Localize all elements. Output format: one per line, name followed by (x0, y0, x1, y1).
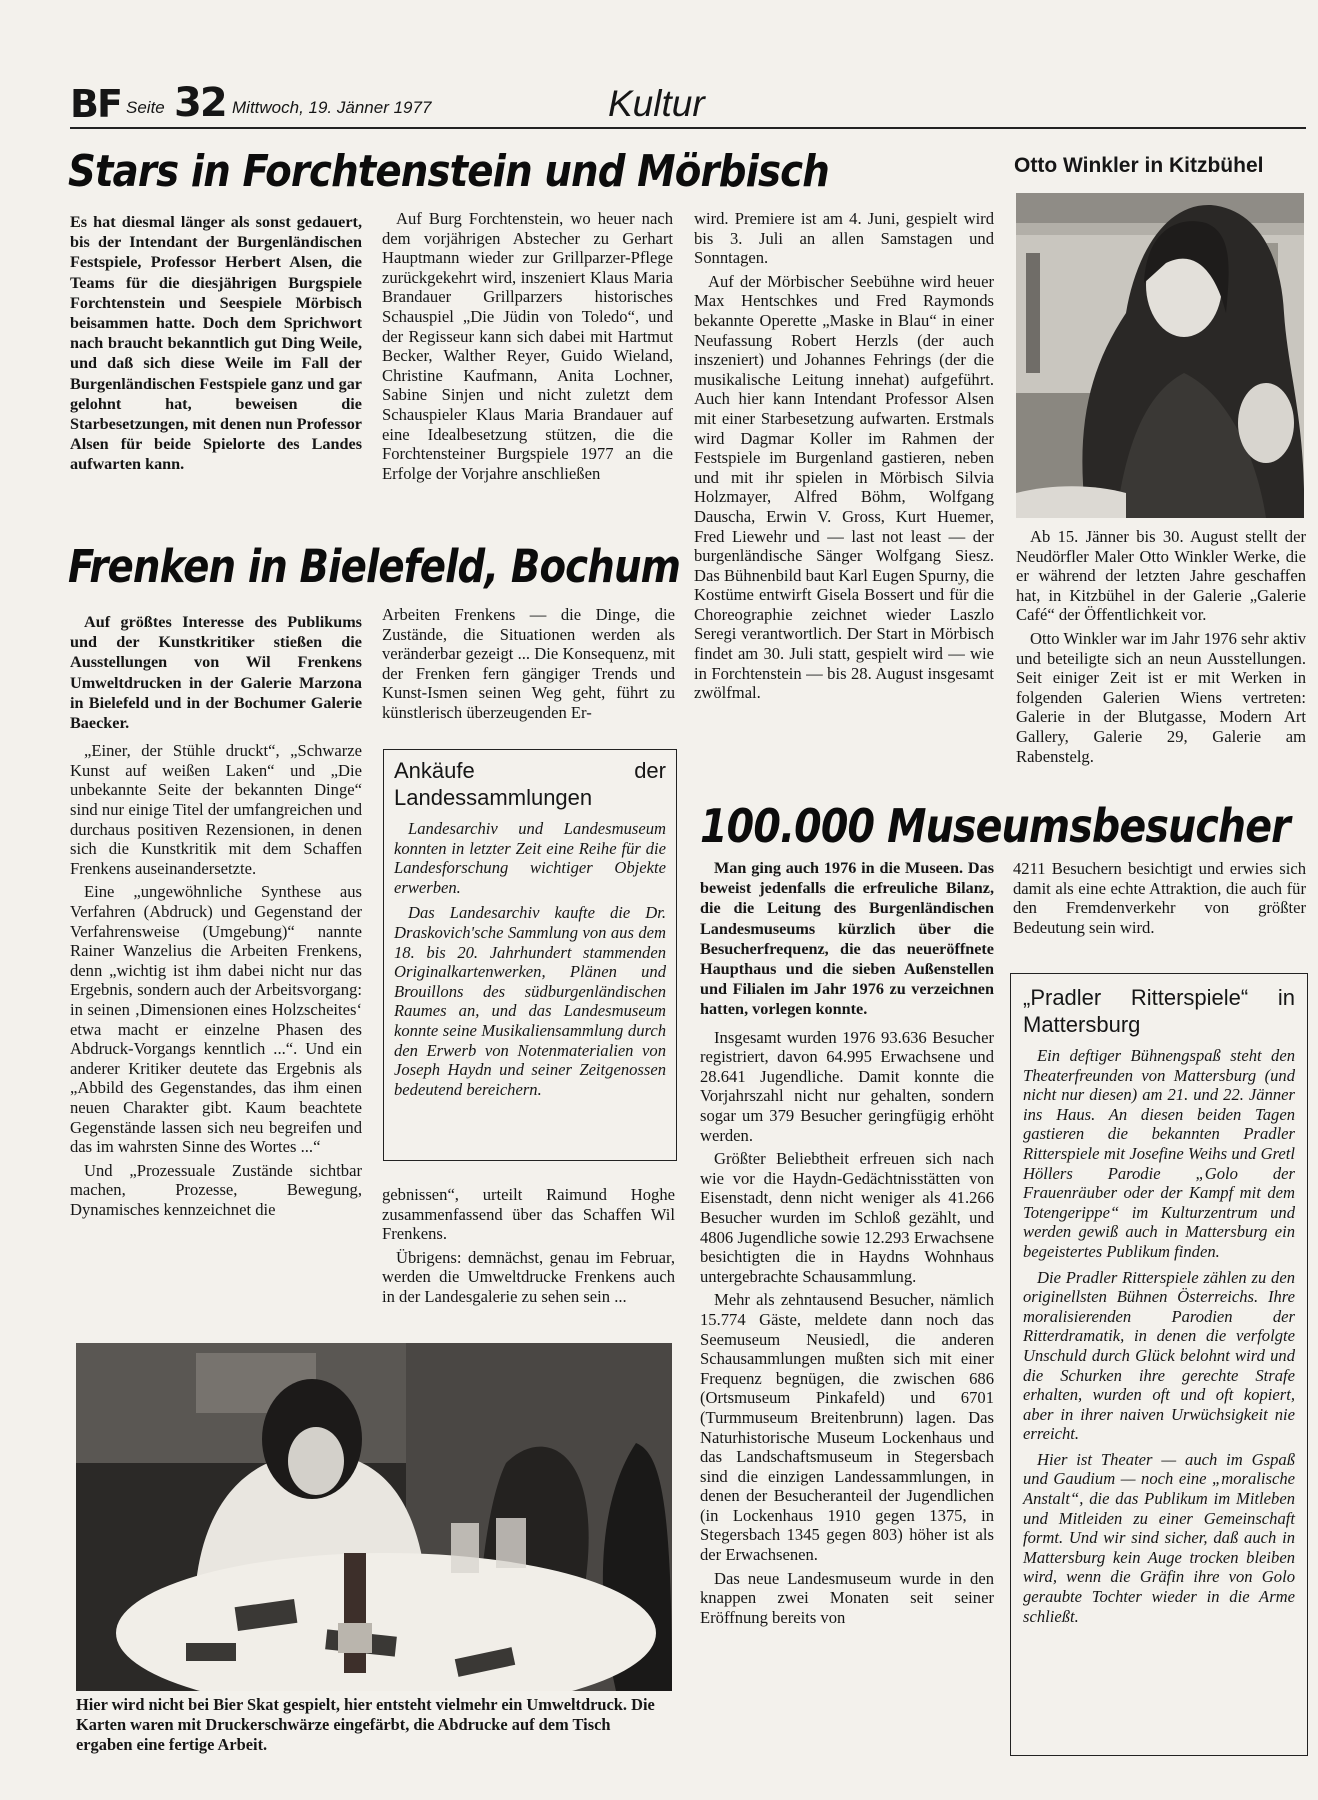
winkler-text (1016, 527, 1306, 770)
museum-lead: Man ging auch 1976 in die Museen. Das beweist jedenfalls die erfreuliche Bilanz, die die Leitung des Burgenländischen Landesmuseums kürzlich über die Besucherfrequenz, die das neueröffnete Haupthaus und die sieben Außenstellen und Filialen im Jahr 1976 zu verzeichnen hatten, vorlegen konnte. (700, 859, 994, 1019)
museum-p3: Mehr als zehntausend Besucher, nämlich 15.774 Gäste, meldete dann noch das Seemuseum Neusiedl, die anderen Schausammlungen mußten sich mit einer Frequenz begnügen, die zwischen 686 (Ortsmuseum Pinkafeld) und 6701 (Turmmuseum Breitenbrunn) lagen. Das Naturhistorische Museum Lockenhaus und das Landschaftsmuseum in Stegersbach sind die einzigen Landessammlungen, in denen der Besucheranteil der Jugendlichen (in Lockenhaus 1910 gegen 1375, in Stegersbach 1345 gegen 803) höher ist als der Erwachsenen. (700, 1290, 994, 1565)
winkler-p1: Ab 15. Jänner bis 30. August stellt der Neudörfler Maler Otto Winkler Werke, die er während der letzten Jahre geschaffen hat, in Kitzbühel in der Galerie „Galerie Café“ der Öffentlichkeit vor. (1016, 527, 1306, 625)
museum-col2-text: 4211 Besuchern besichtigt und erwies sich damit als eine echte Attraktion, die auch für den Fremdenverkehr von größter Bedeutung sein wird. (1013, 859, 1306, 937)
frenken-p2: Eine „ungewöhnliche Synthese aus Verfahren (Abdruck) und Gegenstand der Verfahrensweise (Umgebung)“ nannte Rainer Wanzelius die Arbeiten Frenkens, denn „wichtig ist ihm dabei nicht nur das Ergebnis, sondern auch der Arbeitsvorgang: in seinen ‚Dimensionen eines Holzscheites‘ etwa macht er einzelne Phasen des Abdruck-Vorgangs kenntlich ...“. Und ein anderer Kritiker deutete das Ergebnis als „Abbild des Gegenstandes, das ihm einen neuen Charakter gibt. Kaum beachtete Gegenstände lassen sich neu begreifen und das im wahrsten Sinne des Wortes ...“ (70, 882, 362, 1157)
page-label: Seite (126, 98, 165, 117)
museum-col2 (1013, 859, 1306, 941)
museum-p1: Insgesamt wurden 1976 93.636 Besucher registriert, davon 64.995 Erwachsene und 28.641 Jugendliche. Damit konnte die Vorjahrszahl nicht nur gehalten, sondern sogar um 379 Besucher geringfügig erhöht werden. (700, 1027, 994, 1145)
skat-table-image (76, 1343, 672, 1691)
headline-museum: 100.000 Museumsbesucher (700, 799, 1290, 853)
headline-frenken: Frenken in Bielefeld, Bochum (68, 540, 681, 593)
masthead-rule (70, 127, 1306, 129)
frenken-col2-p3: Übrigens: demnächst, genau im Februar, werden die Umweltdrucke Frenkens auch in der Landesgalerie zu sehen sein ... (382, 1247, 675, 1306)
page-number: 32 (174, 80, 226, 126)
frenken-lead: Auf größtes Interesse des Publikums und der Kunstkritiker stießen die Ausstellungen von Wil Frenkens Umweltdrucken in der Galerie Marzona in Bielefeld und in der Bochumer Galerie Baecker. (70, 613, 362, 733)
stars-col3-p1: wird. Premiere ist am 4. Juni, gespielt wird bis 3. Juli an allen Samstagen und Sonntagen. (694, 209, 994, 268)
masthead (70, 78, 1306, 130)
museum-col1 (700, 858, 994, 1631)
box-pradler (1010, 973, 1308, 1756)
frenken-col2-p2: gebnissen“, urteilt Raimund Hoghe zusammenfassend über das Schaffen Wil Frenkens. (382, 1185, 675, 1244)
frenken-photo-caption: Hier wird nicht bei Bier Skat gespielt, hier entsteht vielmehr ein Umweltdruck. Die Karten waren mit Druckerschwärze eingefärbt, die Abdrucke auf dem Tisch ergaben eine fertige Arbeit. (76, 1695, 655, 1754)
museum-p2: Größter Beliebtheit erfreuen sich nach wie vor die Haydn-Gedächtnisstätten von Eisenstadt, denn nicht weniger als 41.266 Besucher wurden im Schloß gezählt, und 4806 Jugendliche sowie 12.293 Erwachsene besichtigten die in Haydns Wohnhaus untergebrachte Schausammlung. (700, 1149, 994, 1286)
box-ankaeufe (383, 749, 677, 1161)
frenken-col2-bottom (382, 1185, 675, 1311)
section-title: Kultur (608, 83, 705, 124)
issue-date: Mittwoch, 19. Jänner 1977 (232, 98, 432, 117)
box-pradler-title: „Pradler Ritterspiele“ in Mattersburg (1023, 985, 1295, 1037)
stars-col3-p2: Auf der Mörbischer Seebühne wird heuer Max Hentschkes und Fred Raymonds bekannte Operette „Maske in Blau“ in einer Neufassung Robert Herzls (der auch inszeniert) und Johannes Fehrings (der die musikalische Leitung innehat) aufgeführt. Auch hier kann Intendant Professor Alsen mit einer Starbesetzung aufwarten. Erstmals wird Dagmar Koller im Rahmen der Festspiele im Burgenland gastieren, neben und mit ihr spielen in Mörbisch Silvia Holzmayer, Alfred Böhm, Wolfgang Dauscha, Erwin V. Gross, Kurt Huemer, Fred Liewehr und — last not least — der burgenländische Sänger Wolfgang Siesz. Das Bühnenbild baut Karl Eugen Spurny, die Kostüme entwirft Gisela Bossert und für die Choreographie zeichnet wieder Laszlo Seregi verantwortlich. Der Start in Mörbisch findet am 30. Juli statt, gespielt wird — wie in Forchtenstein — bis 28. August insgesamt zwölfmal. (694, 271, 994, 703)
stars-col2-text: Auf Burg Forchtenstein, wo heuer nach dem vorjährigen Abstecher zu Gerhart Hauptmann wieder zur Grillparzer-Pflege zurückgekehrt wird, inszeniert Klaus Maria Brandauer Grillparzers historisches Schauspiel „Die Jüdin von Toledo“, und der Regisseur kann sich dabei mit Hartmut Becker, Walther Reyer, Guido Wieland, Christine Kaufmann, Anita Lochner, Sabine Sinjen und nicht zuletzt dem Schauspieler Klaus Maria Brandauer auf eine Idealbesetzung stützen, die die Forchtensteiner Burgspiele 1977 an die Erfolge der Vorjahre anschließen (382, 209, 673, 483)
frenken-col2-top (382, 605, 675, 727)
box-ankaeufe-p2: Das Landesarchiv kaufte die Dr. Draskovich'sche Sammlung von aus dem 18. bis 20. Jahrhundert stammenden Originalkartenwerken, Plänen und Brouillons des südburgenländischen Raumes an, und das Landesmuseum konnte seine Musikaliensammlung durch den Erwerb von Notenmaterialien von Joseph Haydn und seiner Zeitgenossen bedeutend bereichern. (394, 903, 666, 1099)
frenken-photo (76, 1343, 672, 1691)
stars-col2 (382, 209, 673, 487)
winkler-portrait-photo (1016, 193, 1304, 518)
frenken-p1: „Einer, der Stühle druckt“, „Schwarze Kunst auf weißen Laken“ und „Die unbekannte Seite der bekannten Dinge“ sind nur einige Titel der umfangreichen und durchaus positiven Rezensionen, in denen sich die Kunstkritik mit dem Schaffen Frenkens auseinandersetzte. (70, 741, 362, 878)
headline-stars: Stars in Forchtenstein und Mörbisch (68, 146, 829, 197)
stars-lead: Es hat diesmal länger als sonst gedauert, bis der Intendant der Burgenländischen Festspiele, Professor Herbert Alsen, die Teams für die diesjährigen Burgspiele Forchtenstein und Seespiele Mörbisch beisammen hatte. Doch dem Sprichwort nach braucht bekanntlich gut Ding Weile, und daß sich diese Weile im Fall der Burgenländischen Festspiele ganz und gar gelohnt hat, beweisen die Starbesetzungen, mit denen nun Professor Alsen für beide Spielorte des Landes aufwarten kann. (70, 213, 362, 474)
box-pradler-p2: Die Pradler Ritterspiele zählen zu den originellsten Bühnen Österreichs. Ihre moralisierenden Parodien der Ritterdramatik, in denen die verfolgte Unschuld durch Glück belohnt wird und die Schurken ihre gerechte Strafe erhalten, wurden oft und oft kopiert, aber in ihrer naiven Urwüchsigkeit nie erreicht. (1023, 1267, 1295, 1444)
masthead-logo: BF (70, 82, 121, 126)
box-pradler-p3: Hier ist Theater — auch im Gspaß und Gaudium — noch eine „moralische Anstalt“, die das Publikum im Mitleben und Mitleiden zu einer Gemeinschaft formt. Und wir sind sicher, daß auch in Mattersburg kein Auge trocken bleiben wird, wenn die Gräfin ihre von Golo geraubte Tochter wieder in die Arme schließt. (1023, 1449, 1295, 1626)
museum-p4: Das neue Landesmuseum wurde in den knappen zwei Monaten seit seiner Eröffnung bereits von (700, 1568, 994, 1627)
box-ankaeufe-title: Ankäufe der Landessammlungen (394, 758, 666, 810)
box-ankaeufe-p1: Landesarchiv und Landesmuseum konnten in letzter Zeit eine Reihe für die Landesforschung wichtiger Objekte erwerben. (394, 819, 666, 897)
winkler-p2: Otto Winkler war im Jahr 1976 sehr aktiv und beteiligte sich an neun Ausstellungen. Seit einiger Zeit ist er mit Werken in folgenden Galerien Wiens vertreten: Galerie in der Blutgasse, Modern Art Gallery, Galerie 29, Galerie am Rabenstelg. (1016, 628, 1306, 766)
winkler-headline: Otto Winkler in Kitzbühel (1014, 154, 1264, 177)
stars-col3 (694, 209, 994, 707)
portrait-image (1016, 193, 1304, 518)
frenken-col1 (70, 612, 362, 1223)
box-pradler-p1: Ein deftiger Bühnengspaß steht den Theaterfreunden von Mattersburg (und nicht nur diesen) am 21. und 22. Jänner ins Haus. An diesen beiden Tagen gastieren die bekannten Pradler Ritterspiele mit Josefine Weihs und Gretl Höllers Parodie „Golo der Frauenräuber oder der Kampf mit dem Totengerippe“ im Kulturzentrum und werden gewiß auch in Mattersburg ein begeistertes Publikum finden. (1023, 1046, 1295, 1261)
frenken-col2-p1: Arbeiten Frenkens — die Dinge, die Zustände, die Situationen werden als veränderbar gezeigt ... Die Konsequenz, mit der Frenken fern gängiger Trends und Kunst-Ismen seinen Weg geht, führt zu künstlerisch überzeugenden Er- (382, 605, 675, 722)
frenken-p3: Und „Prozessuale Zustände sichtbar machen, Prozesse, Bewegung, Dynamisches kennzeichnet die (70, 1160, 362, 1219)
